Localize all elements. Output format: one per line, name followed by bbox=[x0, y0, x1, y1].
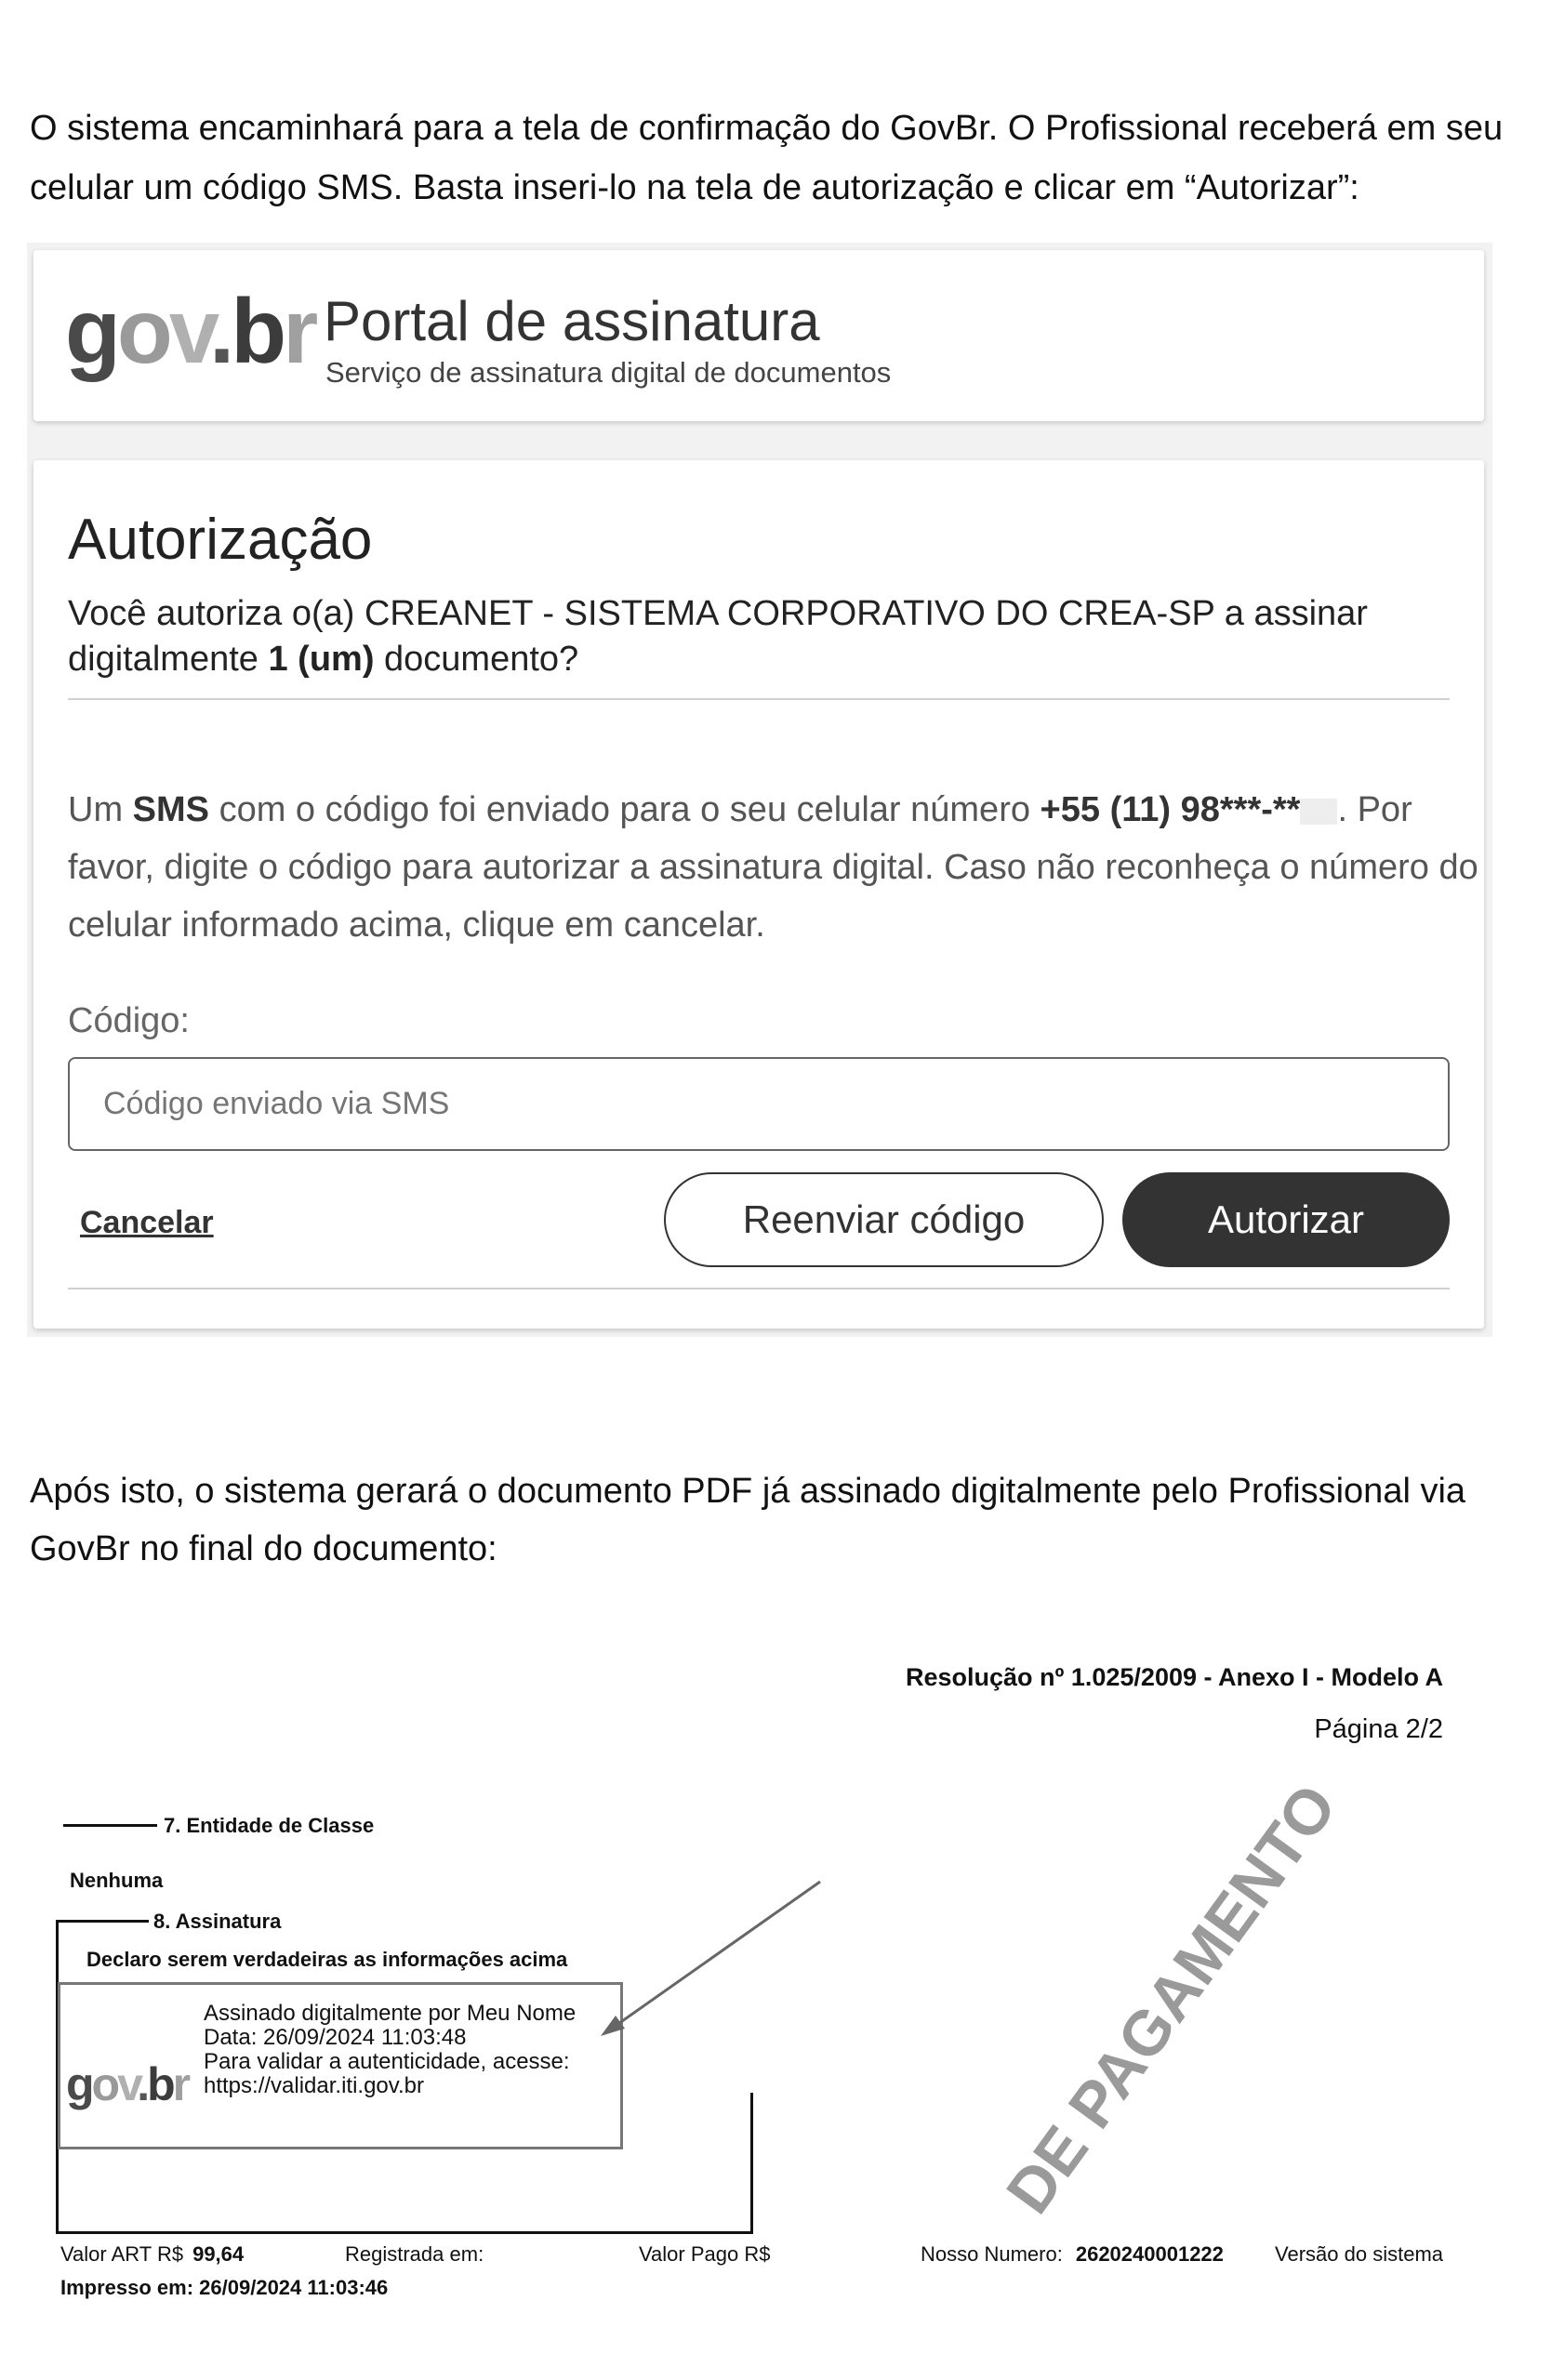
sms-text: . Por bbox=[1337, 790, 1412, 829]
auth-heading: Autorização bbox=[68, 508, 373, 572]
phone-number: +55 (11) 98***-** bbox=[1040, 790, 1301, 829]
versao-label: Versão do sistema bbox=[1275, 2242, 1443, 2266]
cancel-link[interactable]: Cancelar bbox=[80, 1205, 214, 1240]
question-text: digitalmente bbox=[68, 640, 269, 679]
nosso-numero: 2620240001222 bbox=[1075, 2242, 1224, 2266]
govbr-logo: gov.br bbox=[65, 280, 315, 382]
outro-line-2: GovBr no final do documento: bbox=[30, 1529, 497, 1568]
declaration-text: Declaro serem verdadeiras as informações acima bbox=[86, 1948, 568, 1971]
registrada-label: Registrada em: bbox=[345, 2242, 484, 2266]
resolution-title: Resolução nº 1.025/2009 - Anexo I - Modelo A bbox=[905, 1663, 1443, 1691]
nosso-numero-label: Nosso Numero: bbox=[921, 2242, 1063, 2266]
signer: Assinado digitalmente por Meu Nome bbox=[204, 2001, 577, 2026]
sms-text: com o código foi enviado para o seu celular número bbox=[209, 790, 1041, 829]
sms-text: Um bbox=[68, 790, 133, 829]
intro-line-1: O sistema encaminhará para a tela de confirmação do GovBr. O Profissional receberá em seu bbox=[30, 109, 1504, 148]
page-number: Página 2/2 bbox=[1314, 1714, 1443, 1744]
entity-value: Nenhuma bbox=[70, 1869, 164, 1892]
valor-art: 99,64 bbox=[192, 2242, 245, 2266]
nosso-numero-group bbox=[921, 2242, 1224, 2267]
portal-subtitle: Serviço de assinatura digital de documentos bbox=[325, 356, 892, 389]
authorize-button[interactable]: Autorizar bbox=[1122, 1172, 1450, 1267]
validate-url: https://validar.iti.gov.br bbox=[204, 2073, 424, 2098]
sms-text: celular informado acima, clique em cancelar. bbox=[68, 906, 765, 945]
question-text-end: documento? bbox=[374, 640, 579, 679]
auth-question-line-1: Você autoriza o(a) CREANET - SISTEMA CORPORATIVO DO CREA-SP a assinar bbox=[68, 594, 1368, 633]
code-label: Código: bbox=[68, 1001, 190, 1040]
validate-instructions: Para validar a autenticidade, acesse: bbox=[204, 2049, 570, 2074]
sms-text: favor, digite o código para autorizar a assinatura digital. Caso não reconheça o número do bbox=[68, 848, 1478, 887]
portal-title: Portal de assinatura bbox=[324, 290, 820, 352]
section-8-title: 8. Assinatura bbox=[153, 1910, 282, 1933]
valor-art-group bbox=[60, 2242, 244, 2267]
valor-pago-label: Valor Pago R$ bbox=[639, 2242, 771, 2266]
govbr-logo: gov.br bbox=[66, 2058, 189, 2110]
impresso-em: Impresso em: 26/09/2024 11:03:46 bbox=[60, 2276, 389, 2299]
signature-date: Data: 26/09/2024 11:03:48 bbox=[204, 2025, 467, 2050]
outro-line-1: Após isto, o sistema gerará o documento PDF já assinado digitalmente pelo Profissional via bbox=[30, 1472, 1466, 1511]
sms-bold: SMS bbox=[132, 790, 210, 829]
watermark: DE PAGAMENTO bbox=[992, 1771, 1351, 2227]
resend-code-button[interactable]: Reenviar código bbox=[664, 1172, 1104, 1267]
section-7-title: 7. Entidade de Classe bbox=[164, 1814, 375, 1837]
intro-line-2: celular um código SMS. Basta inseri-lo na tela de autorização e clicar em “Autorizar”: bbox=[30, 168, 1359, 207]
document-count: 1 (um) bbox=[268, 640, 375, 679]
valor-art-label: Valor ART R$ bbox=[60, 2242, 184, 2266]
